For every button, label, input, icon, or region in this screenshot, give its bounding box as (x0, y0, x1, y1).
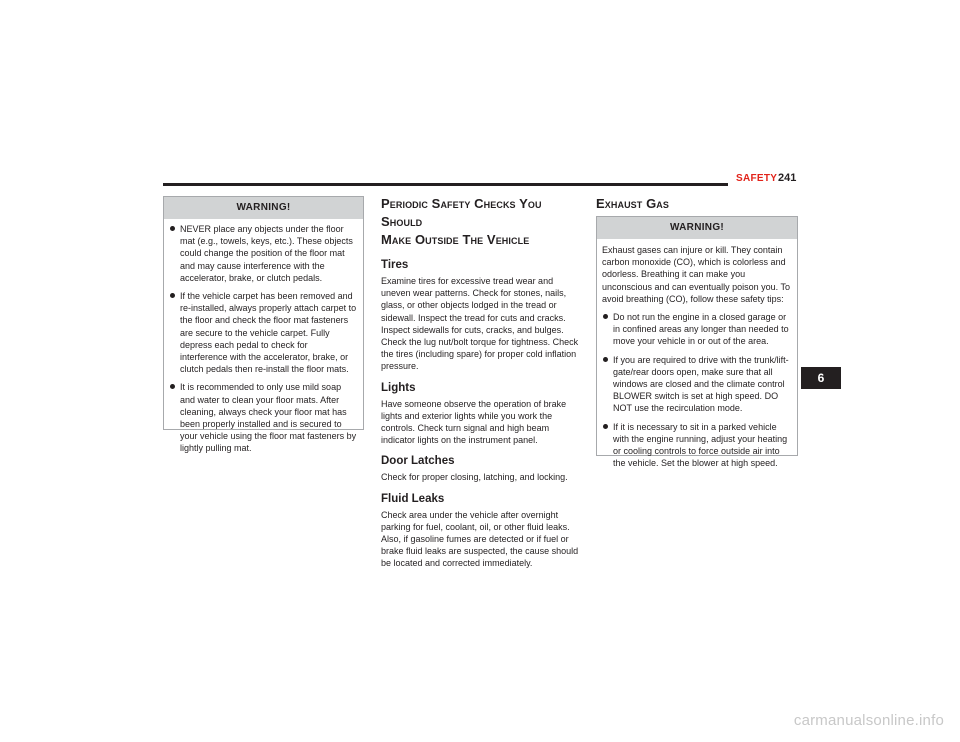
bullet-icon (169, 223, 180, 284)
warning-body (164, 219, 363, 465)
watermark-text: carmanualsonline.info (793, 712, 944, 729)
section-title-exhaust-gas: Exhaust Gas (596, 196, 669, 211)
warning-body (597, 239, 797, 479)
warning-bullet-text: If it is necessary to sit in a parked vehicle with the engine running, adjust your heating or cooling controls to force outside air into the vehicle. Set the blower at high speed. (613, 421, 788, 469)
subsection-text-tires: Examine tires for excessive tread wear and uneven wear patterns. Check for stones, nails, glass, or other objects lodged in the tread or sidewall. Inspect the tread for cuts and cracks. Inspect sidewalls for cuts, cracks, and bulges. Check the lug nut/bolt torque for tightness. Check the tires (including spare) for proper cold inflation pressure. (381, 276, 579, 372)
exhaust-gas-section (596, 195, 797, 213)
header-rule (163, 183, 728, 186)
section-title-line-2: Make Outside The Vehicle (381, 232, 530, 247)
warning-bullet (169, 223, 357, 284)
bullet-icon (169, 290, 180, 375)
warning-bullet (169, 381, 357, 454)
exhaust-warning-box (596, 216, 798, 469)
subsection-title-door-latches: Door Latches (381, 455, 455, 468)
warning-title: WARNING! (597, 217, 797, 239)
subsection-text-door-latches: Check for proper closing, latching, and locking. (381, 472, 568, 483)
warning-title: WARNING! (164, 197, 363, 219)
subsection-title-tires: Tires (381, 259, 409, 271)
floor-mat-warning-box (163, 196, 364, 454)
warning-bullet-text: NEVER place any objects under the floor mat (e.g., towels, keys, etc.). These objects could change the position of the floor mat and may cause interference with the accelerator, brake, or clutch pedals. (180, 224, 353, 283)
section-title-line-1: Periodic Safety Checks You Should (381, 196, 542, 229)
warning-bullet (169, 290, 357, 375)
warning-bullet-text: If the vehicle carpet has been removed and re-installed, always properly attach carpet to the floor and check the floor mat fasteners are secure to the vehicle carpet. Fully depress each pedal to check for interference with the accelerator, brake, or clutch pedals then re-install the floor mats. (180, 291, 357, 375)
section-title (381, 195, 579, 249)
warning-bullet (602, 311, 791, 348)
bullet-icon (602, 421, 613, 470)
warning-bullet-text: If you are required to drive with the trunk/lift-gate/rear doors open, make sure that all windows are closed and the climate control BLOWER switch is set at high speed. DO NOT use the recirculation mode. (613, 354, 789, 414)
bullet-icon (602, 311, 613, 348)
subsection-text-fluid-leaks: Check area under the vehicle after overnight parking for fuel, coolant, oil, or other fluid leaks. Also, if gasoline fumes are detected or if fuel or brake fluid leaks are suspected, the cause should be located and corrected immediately. (381, 509, 579, 569)
subsection-title-fluid-leaks: Fluid Leaks (381, 492, 445, 505)
bullet-icon (169, 381, 180, 454)
warning-bullet (602, 354, 791, 415)
warning-intro-text: Exhaust gases can injure or kill. They contain carbon monoxide (CO), which is colorless and odorless. Breathing it can make you unconscious and can eventually poison you. To avoid breathing (CO), follow these safety tips: (602, 245, 790, 304)
subsection-text-lights: Have someone observe the operation of brake lights and exterior lights while you work the controls. Check turn signal and high beam indicator lights on the instrument panel. (381, 398, 567, 446)
bullet-icon (602, 354, 613, 415)
warning-bullet-text: Do not run the engine in a closed garage or in confined areas any longer than needed to move your vehicle in or out of the area. (613, 312, 789, 347)
page-number: 241 (778, 172, 797, 184)
periodic-checks-section (381, 195, 579, 570)
subsection-title-lights: Lights (381, 381, 416, 394)
warning-bullet (602, 421, 791, 470)
warning-bullet-text: It is recommended to only use mild soap and water to clean your floor mats. After cleaning, always check your floor mat has been properly installed and is secured to your vehicle using the floor mat fasteners by lightly pulling mat. (180, 382, 357, 454)
chapter-tab: 6 (801, 367, 841, 389)
header-section-label: SAFETY (736, 173, 778, 184)
